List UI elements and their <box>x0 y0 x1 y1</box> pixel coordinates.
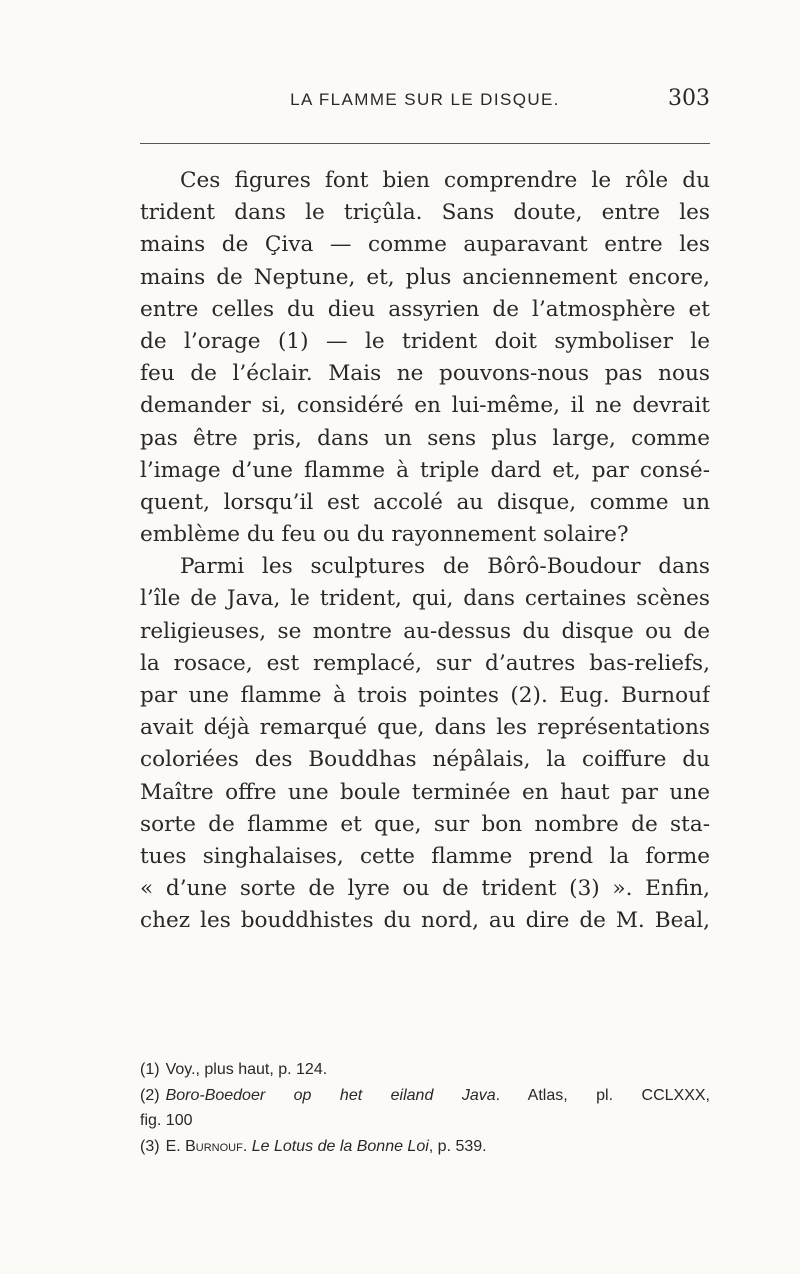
text-line: chez les bouddhistes du nord, au dire de M. Beal, <box>140 908 710 934</box>
footnote-text: , p. 539. <box>428 1137 487 1155</box>
page-number: 303 <box>668 86 710 111</box>
footnote-3 <box>140 1134 710 1160</box>
footnote-marker: (2) <box>140 1086 160 1104</box>
text-line: mains de Çiva — comme auparavant entre les <box>140 232 710 258</box>
text-line: Parmi les sculptures de Bôrô-Boudour dans <box>180 554 710 580</box>
text-line: avait déjà remarqué que, dans les représentations <box>140 715 710 741</box>
text-line: « d’une sorte de lyre ou de trident (3) ». Enfin, <box>140 876 710 902</box>
header-rule <box>140 143 710 144</box>
text-line: entre celles du dieu assyrien de l’atmosphère et <box>140 296 710 322</box>
text-line: l’île de Java, le trident, qui, dans certaines scènes <box>140 586 710 612</box>
body-text <box>140 165 710 938</box>
text-line: pas être pris, dans un sens plus large, comme <box>140 425 710 451</box>
footnote-2-continued: fig. 100 <box>140 1112 193 1129</box>
text-line: Maître offre une boule terminée en haut par une <box>140 779 710 805</box>
footnote-title: Le Lotus de la Bonne Loi <box>251 1137 429 1155</box>
text-line: la rosace, est remplacé, sur d’autres bas-reliefs, <box>140 650 710 676</box>
footnote-separator: . <box>242 1137 252 1155</box>
text-line: tues singhalaises, cette flamme prend la forme <box>140 843 710 869</box>
text-line: demander si, considéré en lui-même, il ne devrait <box>140 393 710 419</box>
footnote-title: Boro-Boedoer op het eiland Java <box>165 1086 496 1104</box>
text-line: de l’orage (1) — le trident doit symboliser le <box>140 328 710 354</box>
footnote-1 <box>140 1057 710 1083</box>
running-head <box>140 86 710 116</box>
footnote-marker: (3) <box>140 1137 160 1155</box>
text-line: coloriées des Bouddhas népâlais, la coiffure du <box>140 747 710 773</box>
text-line: religieuses, se montre au-dessus du disque ou de <box>140 618 710 644</box>
text-line: sorte de flamme et que, sur bon nombre de sta- <box>140 811 710 837</box>
text-line: mains de Neptune, et, plus anciennement encore, <box>140 264 710 290</box>
text-line: trident dans le triçûla. Sans doute, entre les <box>140 200 710 226</box>
text-line: quent, lorsqu’il est accolé au disque, comme un <box>140 489 710 515</box>
running-head-title: LA FLAMME SUR LE DISQUE. <box>290 90 560 109</box>
footnote-2 <box>140 1083 710 1109</box>
text-line: emblème du feu ou du rayonnement solaire? <box>140 522 629 548</box>
footnote-marker: (1) <box>140 1061 160 1078</box>
text-line: par une flamme à trois pointes (2). Eug. Burnouf <box>140 683 710 708</box>
text-line: l’image d’une flamme à triple dard et, par consé- <box>140 457 710 483</box>
text-line: feu de l’éclair. Mais ne pouvons-nous pas nous <box>140 361 710 387</box>
text-line: Ces figures font bien comprendre le rôle du <box>180 168 710 193</box>
footnote-text: Voy., plus haut, p. 124. <box>165 1061 328 1078</box>
footnote-text: . Atlas, pl. CCLXXX, <box>495 1086 710 1104</box>
footnotes <box>140 1057 710 1159</box>
footnote-author: E. Burnouf <box>165 1137 243 1155</box>
